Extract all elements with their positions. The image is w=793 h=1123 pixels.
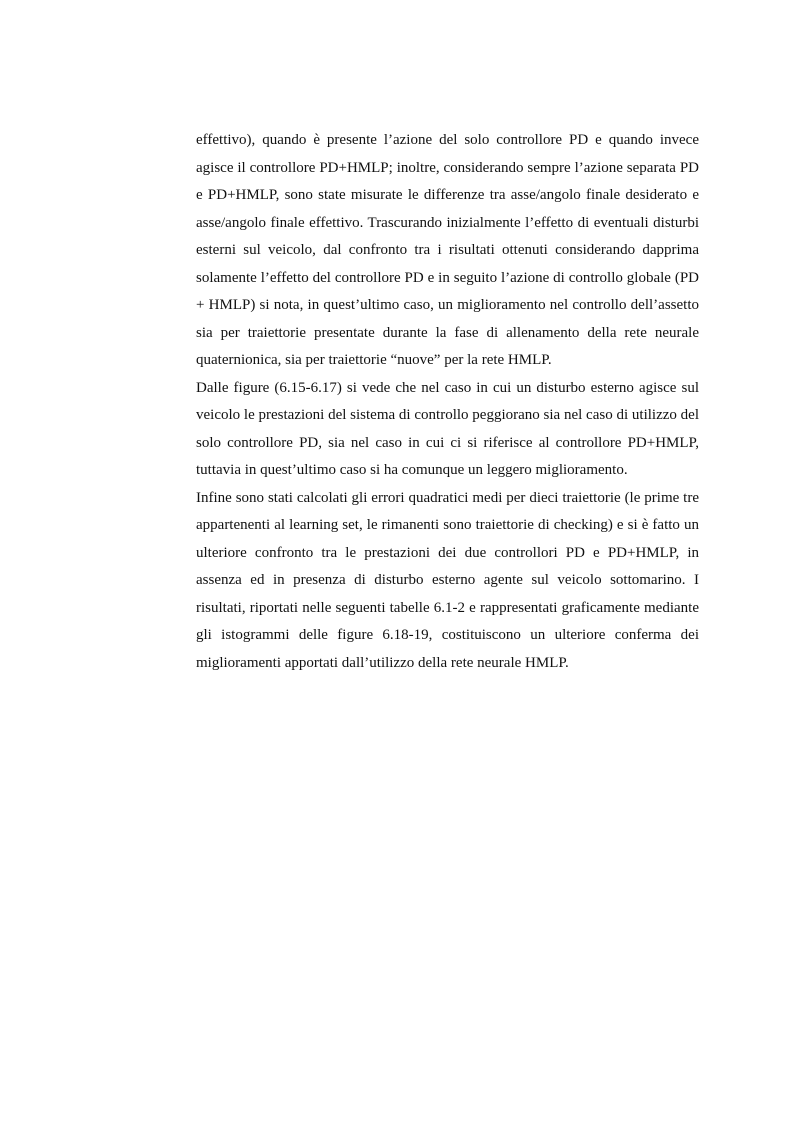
body-text xyxy=(196,127,699,677)
paragraph-1: effettivo), quando è presente l’azione del solo controllore PD e quando invece agisce il controllore PD+HMLP; inoltre, considerando sempre l’azione separata PD e PD+HMLP, sono state misurate le differenze tra asse/angolo finale desiderato e asse/angolo finale effettivo. Trascurando inizialmente l’effetto di eventuali disturbi esterni sul veicolo, dal confronto tra i risultati ottenuti considerando dapprima solamente l’effetto del controllore PD e in seguito l’azione di controllo globale (PD + HMLP) si nota, in quest’ultimo caso, un miglioramento nel controllo dell’assetto sia per traiettorie presentate durante la fase di allenamento della rete neurale quaternionica, sia per traiettorie “nuove” per la rete HMLP. xyxy=(196,132,699,368)
paragraph-3: Infine sono stati calcolati gli errori quadratici medi per dieci traiettorie (le prime tre appartenenti al learning set, le rimanenti sono traiettorie di checking) e si è fatto un ulteriore confronto tra le prestazioni dei due controllori PD e PD+HMLP, in assenza ed in presenza di disturbo esterno agente sul veicolo sottomarino. I risultati, riportati nelle seguenti tabelle 6.1-2 e rappresentati graficamente mediante gli istogrammi delle figure 6.18-19, costituiscono un ulteriore conferma dei miglioramenti apportati dall’utilizzo della rete neurale HMLP. xyxy=(196,489,699,671)
paragraph-2: Dalle figure (6.15-6.17) si vede che nel caso in cui un disturbo esterno agisce sul veicolo le prestazioni del sistema di controllo peggiorano sia nel caso di utilizzo del solo controllore PD, sia nel caso in cui ci si riferisce al controllore PD+HMLP, tuttavia in quest’ultimo caso si ha comunque un leggero miglioramento. xyxy=(196,379,699,478)
